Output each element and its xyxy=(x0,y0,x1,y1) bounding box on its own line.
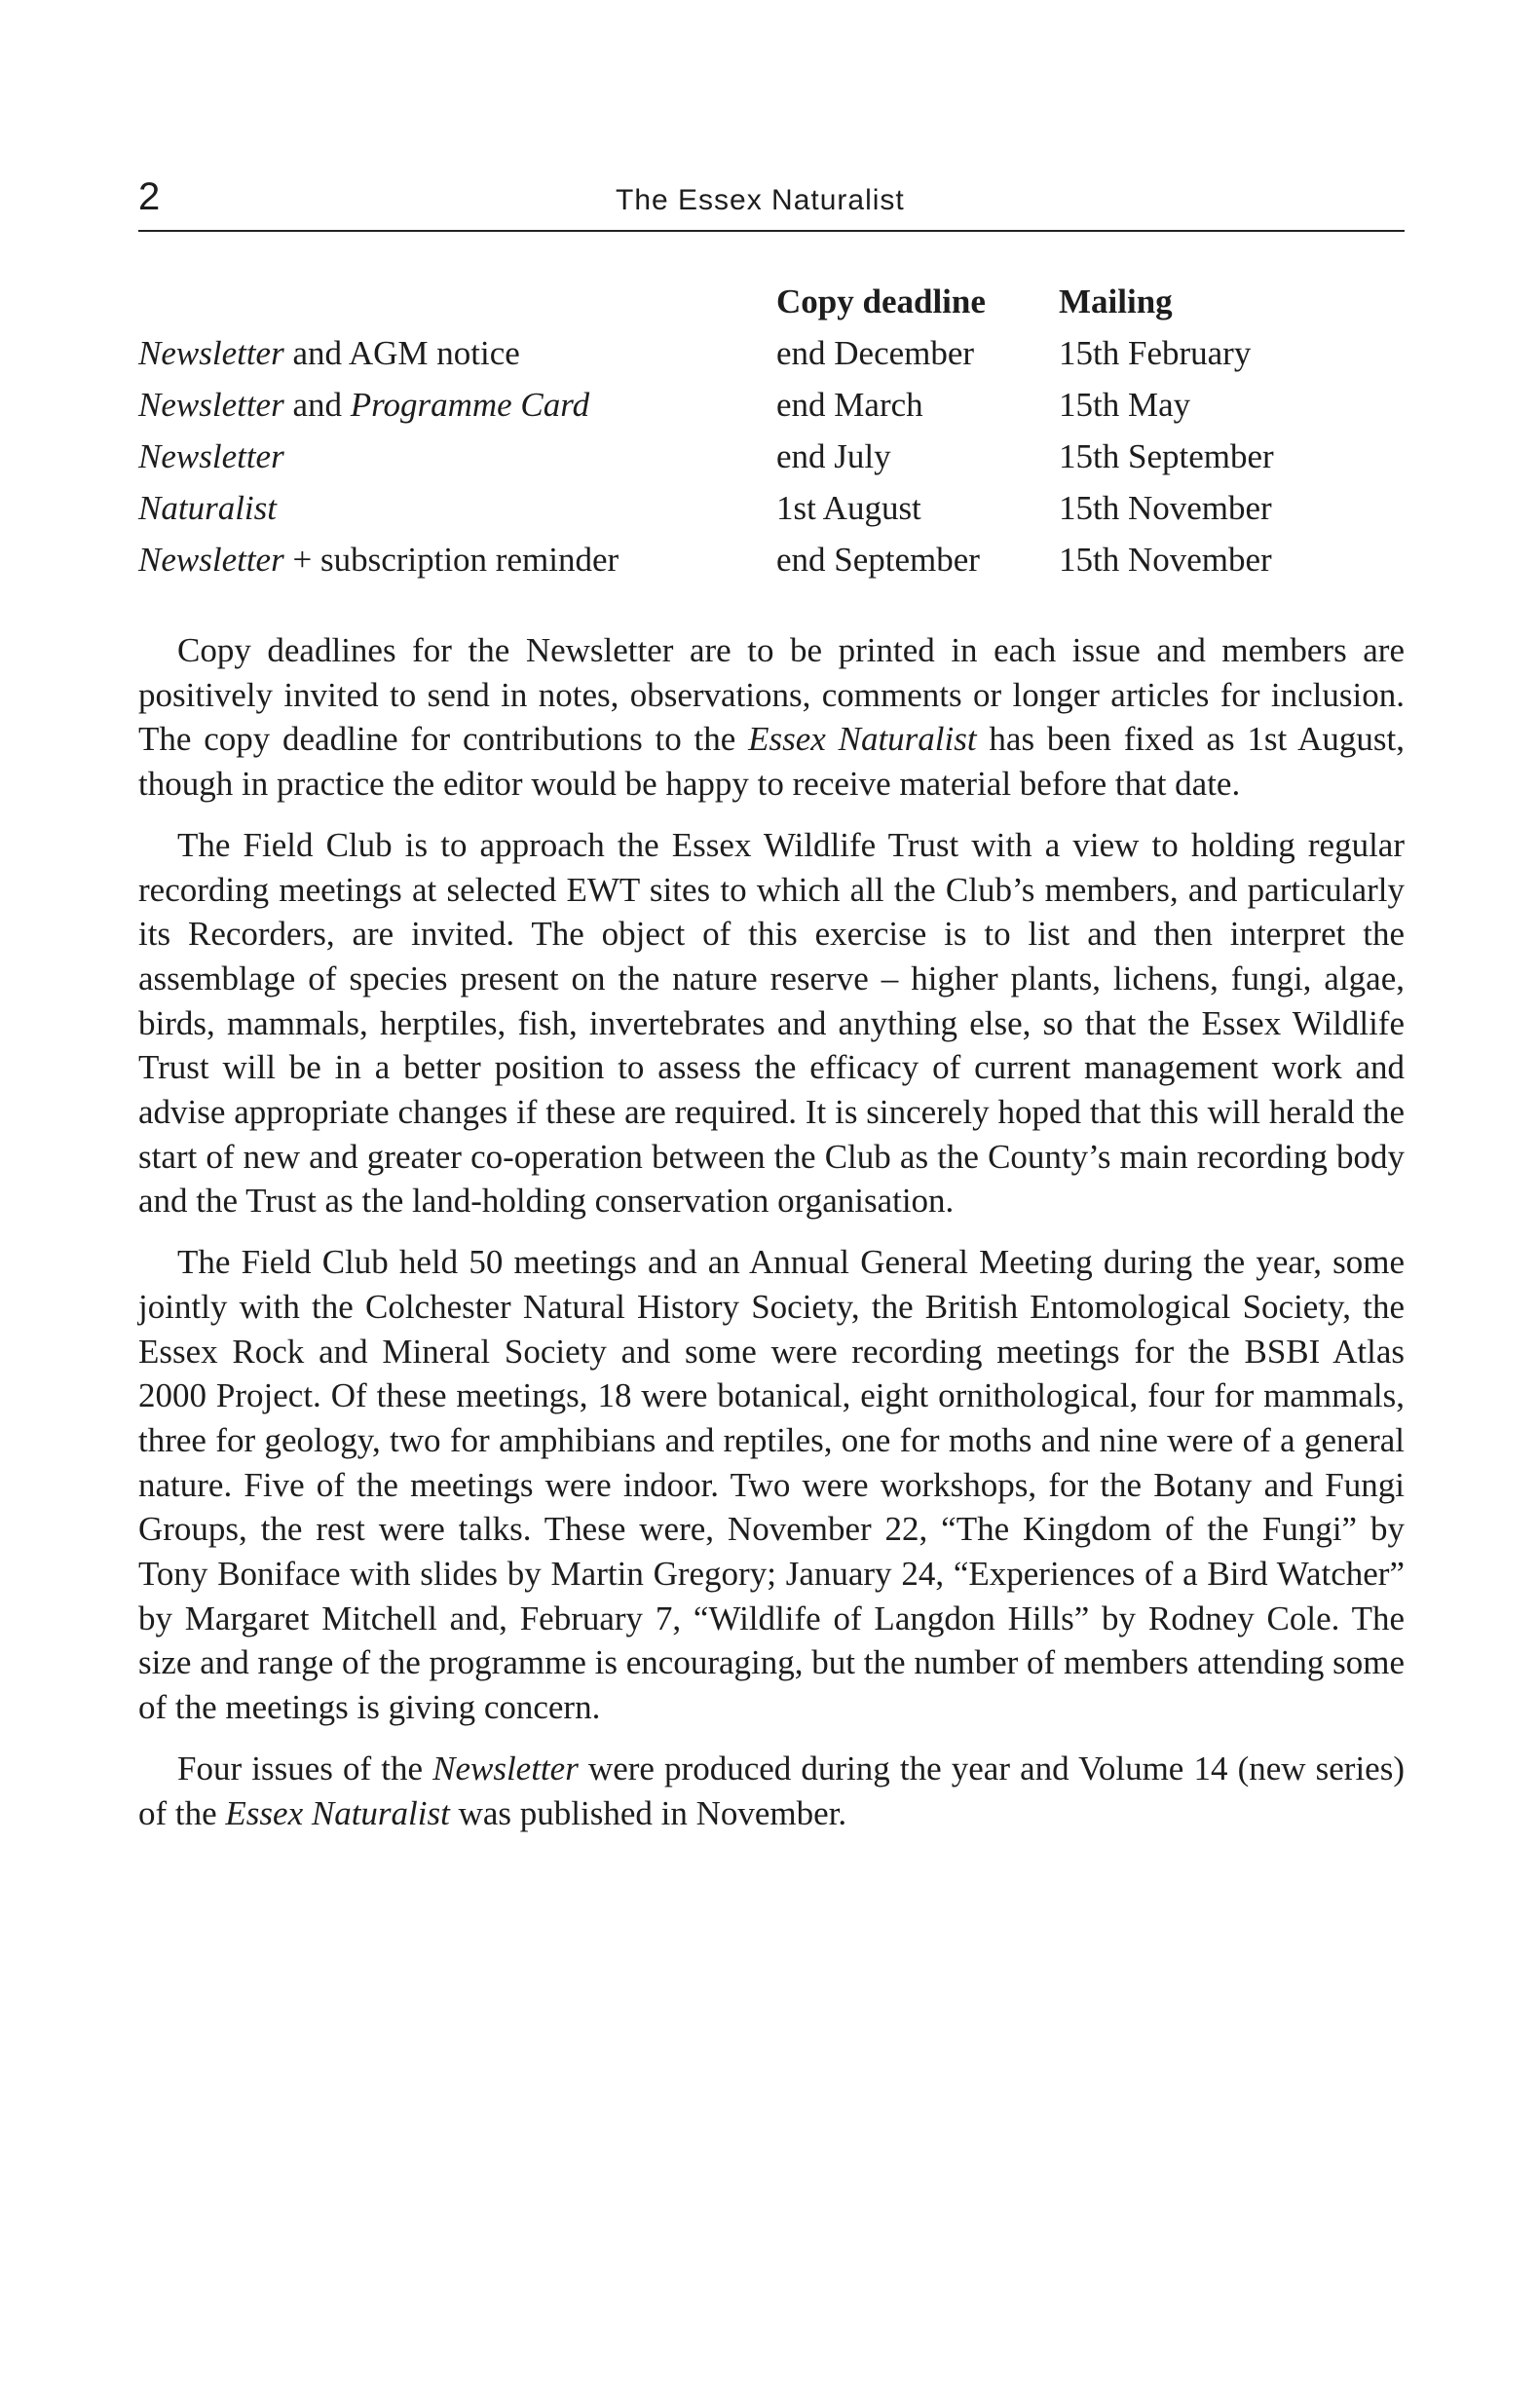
header-rule xyxy=(138,230,1405,232)
schedule-row xyxy=(138,482,1405,534)
schedule-deadline: end July xyxy=(776,437,891,475)
publication-schedule-table xyxy=(138,276,1405,585)
schedule-row xyxy=(138,534,1405,585)
schedule-item-italic: Newsletter xyxy=(138,437,284,475)
paragraph-text: was published in November. xyxy=(449,1793,847,1832)
schedule-item xyxy=(138,379,589,431)
schedule-mailing: 15th February xyxy=(1059,334,1252,372)
paragraph-text: Four issues of the xyxy=(177,1749,433,1787)
column-header-copy-deadline: Copy deadline xyxy=(776,282,986,320)
paragraph-field-club-meetings: The Field Club held 50 meetings and an Annual General Meeting during the year, some jointly with the Colchester Natural History Society, the British Entomological Society, the Essex Rock and Mineral Society and some were recording meetings for the BSBI Atlas 2000 Project. Of these meetings, 18 were botanical, eight ornithological, four for mammals, three for geology, two for amphibians and reptiles, one for moths and nine were of a general nature. Five of the meetings were indoor. Two were workshops, for the Botany and Fungi Groups, the rest were talks. These were, November 22, “The Kingdom of the Fungi” by Tony Boniface with slides by Martin Gregory; January 24, “Experiences of a Bird Watcher” by Margaret Mitchell and, February 7, “Wildlife of Langdon Hills” by Rodney Cole. The size and range of the programme is encouraging, but the number of members attending some of the meetings is giving concern. xyxy=(138,1243,1405,1727)
column-header-mailing: Mailing xyxy=(1059,282,1173,320)
schedule-header-row xyxy=(138,276,1405,327)
schedule-mailing: 15th November xyxy=(1059,541,1272,579)
paragraph-copy-deadlines xyxy=(138,628,1405,807)
page-number: 2 xyxy=(138,175,161,218)
paragraph-recording-meetings: The Field Club is to approach the Essex Wildlife Trust with a view to holding regular recording meetings at selected EWT sites to which all the Club’s members, and particularly its Recorders, are invited. The object of this exercise is to list and then interpret the assemblage of species present on the nature reserve – higher plants, lichens, fungi, algae, birds, mammals, herptiles, fish, invertebrates and anything else, so that the Essex Wildlife Trust will be in a better position to assess the efficacy of current management work and advise appropriate changes if these are required. It is sincerely hoped that this will herald the start of new and greater co-operation between the Club as the County’s main recording body and the Trust as the land-holding conservation organisation. xyxy=(138,825,1405,1221)
schedule-deadline: end September xyxy=(776,541,980,579)
paragraph-italic-text: Essex Naturalist xyxy=(748,720,977,759)
schedule-item xyxy=(138,482,277,534)
schedule-mailing: 15th May xyxy=(1059,386,1191,424)
schedule-mailing: 15th September xyxy=(1059,437,1274,475)
schedule-row xyxy=(138,327,1405,379)
schedule-deadline: end March xyxy=(776,386,923,424)
paragraph-publications xyxy=(138,1747,1405,1835)
schedule-item-text: and AGM notice xyxy=(283,334,520,372)
schedule-row xyxy=(138,379,1405,431)
schedule-mailing: 15th November xyxy=(1059,489,1272,527)
paragraph-italic-text: Newsletter xyxy=(432,1749,579,1787)
journal-title: The Essex Naturalist xyxy=(616,184,905,216)
schedule-row xyxy=(138,431,1405,482)
running-header xyxy=(138,173,1405,232)
paragraph-text: Copy deadlines for the Newsletter are to be printed in each issue and members are positively invited to send in notes, observations, comments or longer articles for inclusion. The copy deadline for contributions to the xyxy=(138,631,1405,759)
schedule-item-italic: Naturalist xyxy=(138,489,277,527)
schedule-item-text: + subscription reminder xyxy=(283,541,619,579)
schedule-item-text: and xyxy=(283,386,351,424)
schedule-item-italic: Newsletter xyxy=(138,541,284,579)
schedule-item xyxy=(138,431,284,482)
schedule-item xyxy=(138,534,619,585)
schedule-item-italic: Programme Card xyxy=(350,386,590,424)
schedule-item xyxy=(138,327,520,379)
schedule-item-italic: Newsletter xyxy=(138,334,284,372)
schedule-deadline: 1st August xyxy=(776,489,921,527)
body-text xyxy=(138,628,1405,1852)
schedule-item-italic: Newsletter xyxy=(138,386,284,424)
paragraph-text: has been fixed as 1st August, though in practice the editor would be happy to receive material before that date. xyxy=(138,720,1405,804)
paragraph-italic-text: Essex Naturalist xyxy=(225,1793,450,1832)
schedule-deadline: end December xyxy=(776,334,975,372)
paragraph-text: were produced during the year and Volume 14 (new series) of the xyxy=(138,1749,1405,1832)
